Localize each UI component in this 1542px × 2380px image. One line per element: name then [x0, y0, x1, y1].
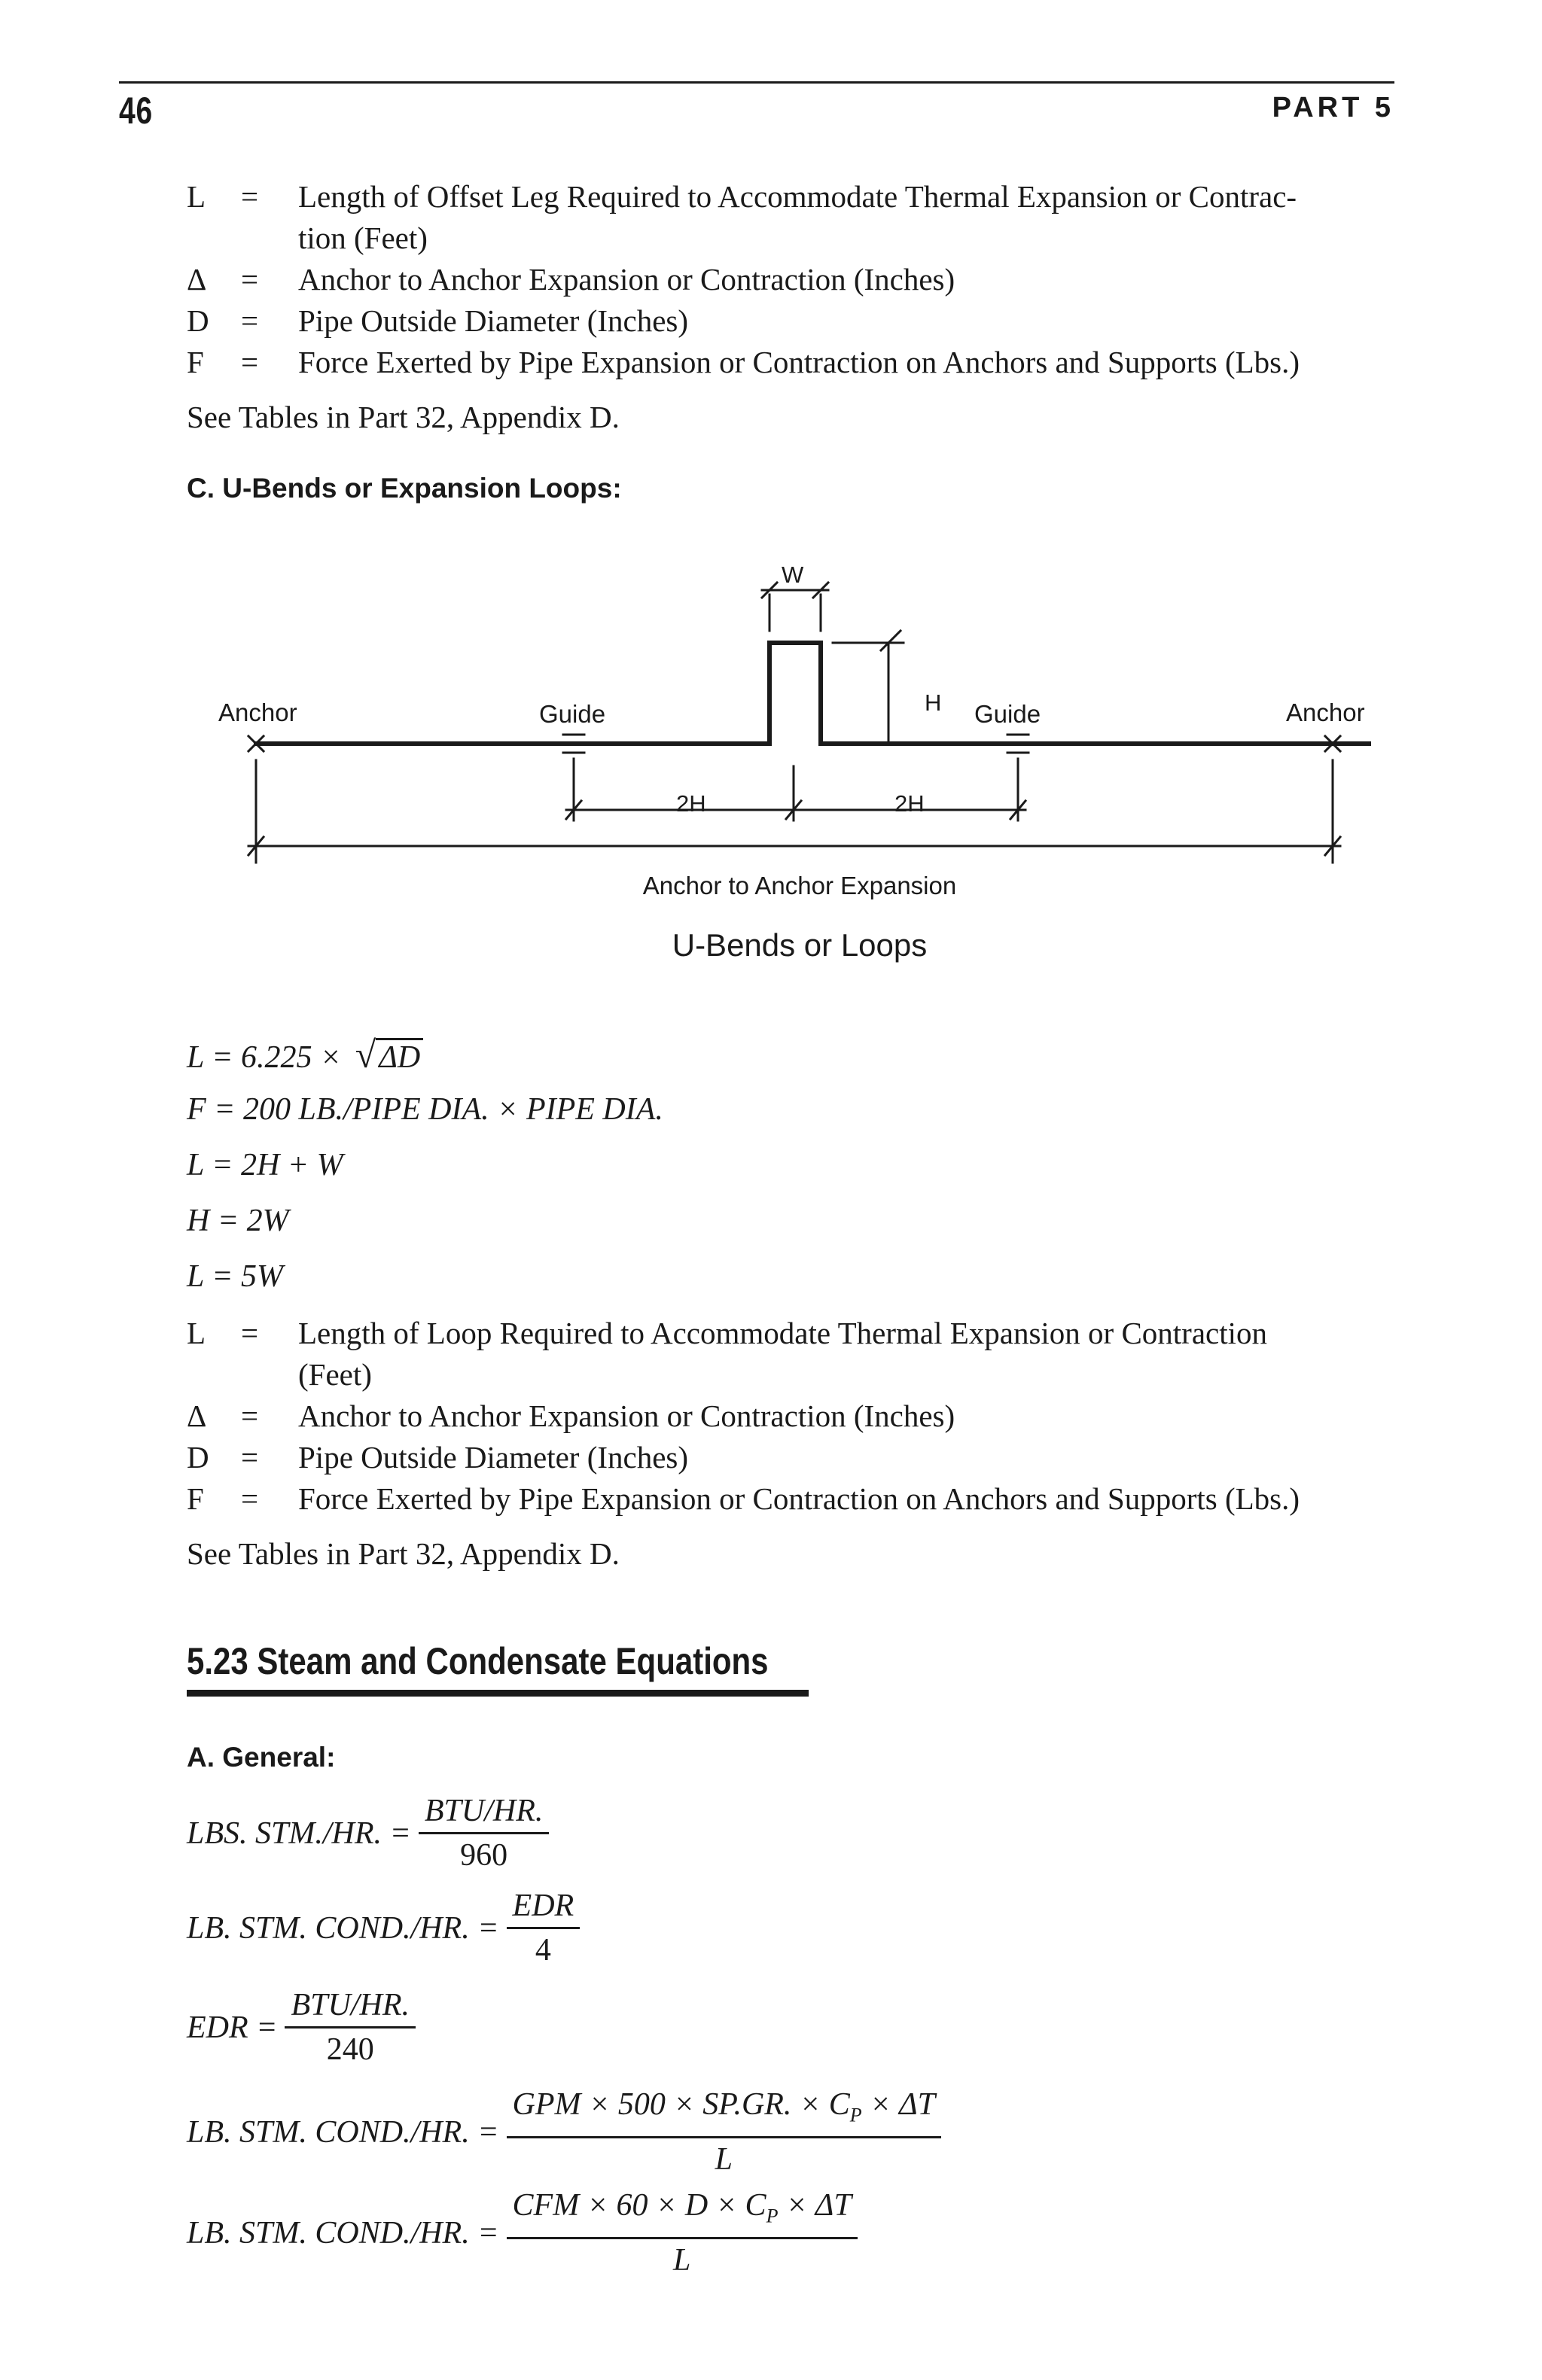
definition-row	[187, 1478, 1399, 1520]
ubend-heading: C. U-Bends or Expansion Loops:	[187, 473, 622, 504]
equation-cond-gpm	[187, 2086, 941, 2178]
definition-equals: =	[241, 303, 259, 338]
numerator: EDR	[507, 1888, 581, 1929]
offset-note: See Tables in Part 32, Appendix D.	[187, 400, 620, 434]
definition-equals: =	[241, 345, 259, 379]
definition-equals: =	[241, 179, 259, 214]
definition-line: Length of Offset Leg Required to Accommodate Thermal Expansion or Contrac-	[298, 179, 1297, 214]
loop-note: See Tables in Part 32, Appendix D.	[187, 1536, 620, 1571]
definition-equals: =	[241, 1481, 259, 1516]
definition-symbol: L	[187, 179, 206, 214]
definition-equals: =	[241, 1440, 259, 1475]
anchor-left-label: Anchor	[218, 698, 297, 726]
numerator: BTU/HR.	[285, 1987, 416, 2028]
definition-continuation: (Feet)	[298, 1357, 372, 1392]
definition-symbol: D	[187, 303, 209, 338]
equation-force: F = 200 LB./PIPE DIA. × PIPE DIA.	[187, 1092, 663, 1127]
diagram-caption: U-Bends or Loops	[672, 927, 928, 963]
part-label: PART 5	[1272, 92, 1394, 123]
equation-lhs: LBS. STM./HR. =	[187, 1815, 411, 1851]
definition-symbol: F	[187, 345, 204, 379]
definition-text: Anchor to Anchor Expansion or Contraction (Inches)	[298, 262, 955, 297]
equation-l-5w: L = 5W	[187, 1259, 283, 1294]
numerator-text: × ΔT	[861, 2087, 936, 2122]
equation-lhs: EDR =	[187, 2010, 278, 2045]
equation-cond-cfm	[187, 2187, 858, 2278]
section-title: 5.23 Steam and Condensate Equations	[187, 1640, 769, 1682]
sqrt-icon: √	[355, 1033, 376, 1076]
dimension-2h-right-label: 2H	[894, 790, 925, 817]
definition-row	[187, 1395, 1399, 1437]
definition-text: Force Exerted by Pipe Expansion or Contraction on Anchors and Supports (Lbs.)	[298, 1481, 1300, 1516]
numerator: BTU/HR.	[419, 1793, 550, 1834]
page-number: 46	[119, 90, 153, 132]
anchor-span-label: Anchor to Anchor Expansion	[642, 872, 957, 899]
definition-text	[298, 1313, 1399, 1395]
loop-definitions	[187, 1313, 1399, 1520]
numerator-text: × ΔT	[778, 2188, 852, 2223]
numerator	[507, 2187, 858, 2239]
definition-equals: =	[241, 1398, 259, 1433]
numerator	[507, 2086, 942, 2138]
w-label: W	[782, 562, 804, 588]
equation-h-2w: H = 2W	[187, 1204, 289, 1238]
equation-l-2h-w: L = 2H + W	[187, 1148, 343, 1182]
definition-line: Length of Loop Required to Accommodate Thermal Expansion or Contraction	[298, 1316, 1268, 1350]
general-heading: A. General:	[187, 1742, 336, 1773]
numerator-text: CFM × 60 × D × C	[512, 2188, 766, 2223]
fraction	[285, 1987, 416, 2068]
equation-lhs: L = 6.225 ×	[187, 1040, 342, 1075]
equation-lbs-steam	[187, 1793, 549, 1873]
fraction	[507, 2086, 942, 2178]
equation-edr	[187, 1987, 416, 2068]
denominator: L	[673, 2243, 691, 2278]
definition-symbol: F	[187, 1481, 204, 1516]
definition-continuation: tion (Feet)	[298, 221, 428, 255]
fraction	[507, 2187, 858, 2278]
fraction	[507, 1888, 581, 1968]
anchor-right-label: Anchor	[1286, 698, 1365, 726]
definition-symbol: L	[187, 1316, 206, 1350]
equation-loop-length	[187, 1033, 423, 1076]
numerator-text: GPM × 500 × SP.GR. × C	[512, 2087, 850, 2122]
dimension-2h-left-label: 2H	[676, 790, 706, 817]
equation-cond-edr	[187, 1888, 580, 1968]
guide-right-label: Guide	[974, 700, 1041, 728]
definition-text: Anchor to Anchor Expansion or Contraction (Inches)	[298, 1398, 955, 1433]
denominator: 4	[535, 1933, 551, 1968]
numerator-subscript: P	[766, 2205, 779, 2227]
definition-row	[187, 1437, 1399, 1478]
definition-row	[187, 1313, 1399, 1395]
denominator: 960	[460, 1838, 508, 1873]
definition-symbol: Δ	[187, 262, 207, 297]
equation-lhs: LB. STM. COND./HR. =	[187, 2114, 499, 2150]
definition-text: Pipe Outside Diameter (Inches)	[298, 303, 689, 338]
definition-equals: =	[241, 262, 259, 297]
definition-text: Force Exerted by Pipe Expansion or Contraction on Anchors and Supports (Lbs.)	[298, 345, 1300, 379]
h-tick-top	[881, 631, 901, 650]
definition-symbol: D	[187, 1440, 209, 1475]
denominator: L	[715, 2142, 733, 2178]
definition-symbol: Δ	[187, 1398, 207, 1433]
guide-left-label: Guide	[539, 700, 606, 728]
fraction	[419, 1793, 550, 1873]
definition-text: Pipe Outside Diameter (Inches)	[298, 1440, 689, 1475]
pipe-line	[256, 643, 1369, 744]
numerator-subscript: P	[849, 2104, 862, 2126]
section-rule	[187, 1690, 809, 1697]
h-label: H	[925, 689, 942, 716]
equation-lhs: LB. STM. COND./HR. =	[187, 2215, 499, 2251]
definition-equals: =	[241, 1316, 259, 1350]
equation-lhs: LB. STM. COND./HR. =	[187, 1910, 499, 1946]
radicand: ΔD	[376, 1038, 423, 1075]
denominator: 240	[326, 2032, 374, 2067]
